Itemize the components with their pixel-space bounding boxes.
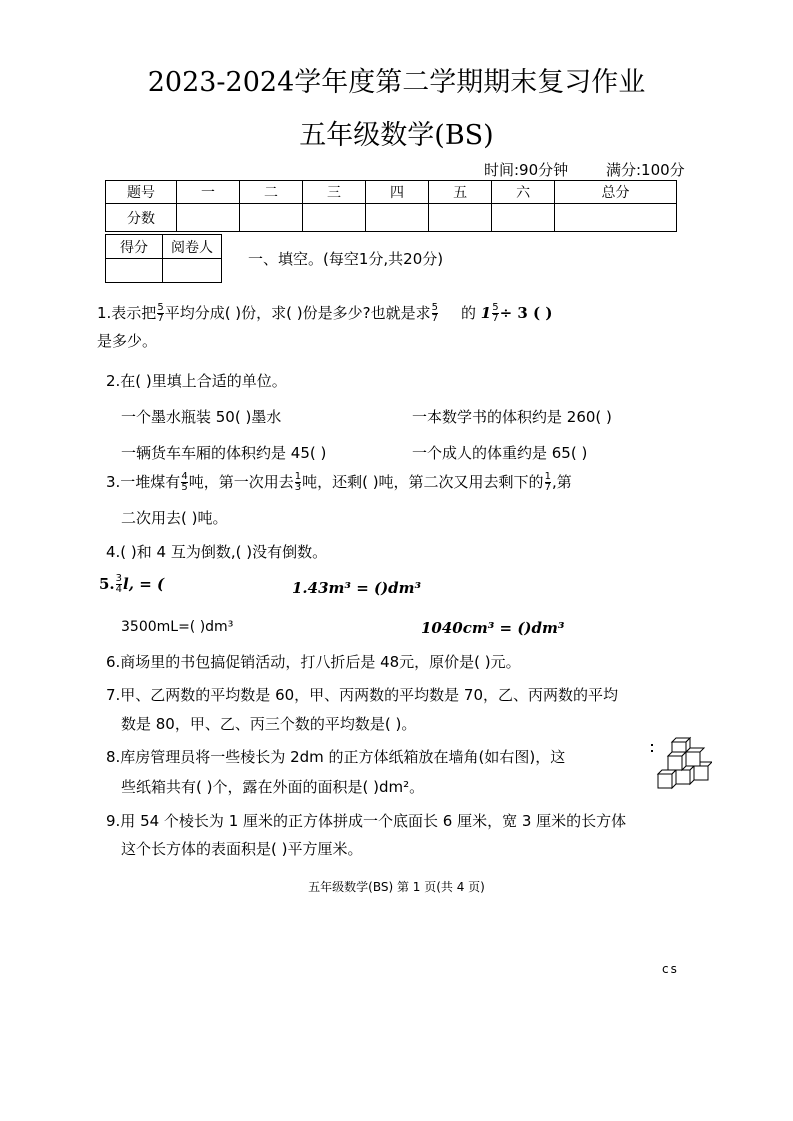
score-row-label: 分数 xyxy=(106,204,177,232)
question-2d: 一个成人的体重约是 65( ) xyxy=(412,444,588,462)
score-col-header: 一 xyxy=(177,181,240,204)
fraction: $\frac{3}{4}$ xyxy=(115,573,123,595)
score-col-header: 四 xyxy=(366,181,429,204)
fraction: $\frac{5}{7}$ xyxy=(431,302,438,324)
question-9-line2: 这个长方体的表面积是( )平方厘米。 xyxy=(121,840,363,858)
section-heading: 一、填空。(每空1分,共20分) xyxy=(248,250,444,268)
grader-table xyxy=(105,234,222,283)
cube-stack-figure xyxy=(650,736,712,790)
corner-mark: cs xyxy=(662,962,679,976)
grader-label: 阅卷人 xyxy=(163,235,222,259)
fraction: $\frac{4}{5}$ xyxy=(181,471,188,493)
question-7: 7.甲、乙两数的平均数是 60，甲、丙两数的平均数是 70，乙、丙两数的平均 xyxy=(106,686,619,704)
question-8-line2: 些纸箱共有( )个，露在外面的面积是( )dm²。 xyxy=(121,778,425,796)
q3-text: 吨，第一次用去 xyxy=(188,473,294,491)
question-2: 2.在( )里填上合适的单位。 xyxy=(106,372,287,390)
question-7-line2: 数是 80，甲、乙、丙三个数的平均数是( )。 xyxy=(121,715,417,733)
q5-number: 5. xyxy=(99,575,115,593)
question-2b: 一本数学书的体积约是 260( ) xyxy=(412,408,612,426)
score-col-header: 六 xyxy=(492,181,555,204)
question-5d: 1040cm³ = ()dm³ xyxy=(421,619,565,637)
grader-cell[interactable] xyxy=(163,259,222,283)
fraction: $\frac{1}{7}$ xyxy=(544,471,551,493)
question-3-line2: 二次用去( )吨。 xyxy=(121,509,228,527)
score-cell[interactable] xyxy=(240,204,303,232)
q3-text: 3.一堆煤有 xyxy=(106,473,181,491)
score-cell[interactable] xyxy=(177,204,240,232)
question-3 xyxy=(106,471,572,493)
exam-title: 2023-2024学年度第二学期期末复习作业 xyxy=(147,67,646,98)
score-col-header: 三 xyxy=(303,181,366,204)
score-cell[interactable] xyxy=(492,204,555,232)
question-2a: 一个墨水瓶装 50( )墨水 xyxy=(121,408,282,426)
q1-text: ÷ 3 ( ) xyxy=(499,304,553,322)
score-col-header: 总分 xyxy=(555,181,677,204)
score-col-header: 二 xyxy=(240,181,303,204)
question-4: 4.( )和 4 互为倒数,( )没有倒数。 xyxy=(106,543,328,561)
grader-cell[interactable] xyxy=(106,259,163,283)
question-9: 9.用 54 个棱长为 1 厘米的正方体拼成一个底面长 6 厘米，宽 3 厘米的长方体 xyxy=(106,812,627,830)
question-6: 6.商场里的书包搞促销活动，打八折后是 48元，原价是( )元。 xyxy=(106,653,521,671)
question-5b: 1.43m³ = ()dm³ xyxy=(292,579,422,597)
q3-text: 吨，还剩( )吨，第二次又用去剩下的 xyxy=(302,473,544,491)
question-2c: 一辆货车车厢的体积约是 45( ) xyxy=(121,444,327,462)
fraction: $\frac{5}{7}$ xyxy=(492,302,499,324)
q1-mixed-number: 1 xyxy=(480,304,492,322)
page-footer: 五年级数学(BS) 第 1 页(共 4 页) xyxy=(308,880,485,894)
score-table xyxy=(105,180,677,232)
q5-text: l, = ( xyxy=(123,575,165,593)
score-col-header: 五 xyxy=(429,181,492,204)
fraction: $\frac{5}{7}$ xyxy=(157,302,164,324)
score-cell[interactable] xyxy=(429,204,492,232)
time-limit: 时间:90分钟 xyxy=(484,161,569,179)
q1-text: 1.表示把 xyxy=(97,304,157,322)
score-row-label: 题号 xyxy=(106,181,177,204)
question-5a xyxy=(99,574,164,595)
grader-label: 得分 xyxy=(106,235,163,259)
question-5c: 3500mL=( )dm³ xyxy=(121,619,234,635)
question-8: 8.库房管理员将一些棱长为 2dm 的正方体纸箱放在墙角(如右图)，这 xyxy=(106,748,566,766)
q3-text: ,第 xyxy=(551,473,572,491)
q1-text: 平均分成( )份，求( )份是多少?也就是求 xyxy=(164,304,431,322)
full-score: 满分:100分 xyxy=(606,161,685,179)
score-cell[interactable] xyxy=(303,204,366,232)
question-1-line2: 是多少。 xyxy=(97,332,158,350)
fraction: $\frac{1}{3}$ xyxy=(294,471,302,493)
score-cell[interactable] xyxy=(366,204,429,232)
score-cell[interactable] xyxy=(555,204,677,232)
question-1 xyxy=(97,302,552,324)
exam-subtitle: 五年级数学(BS) xyxy=(299,120,494,151)
q1-text: 的 xyxy=(460,304,476,322)
